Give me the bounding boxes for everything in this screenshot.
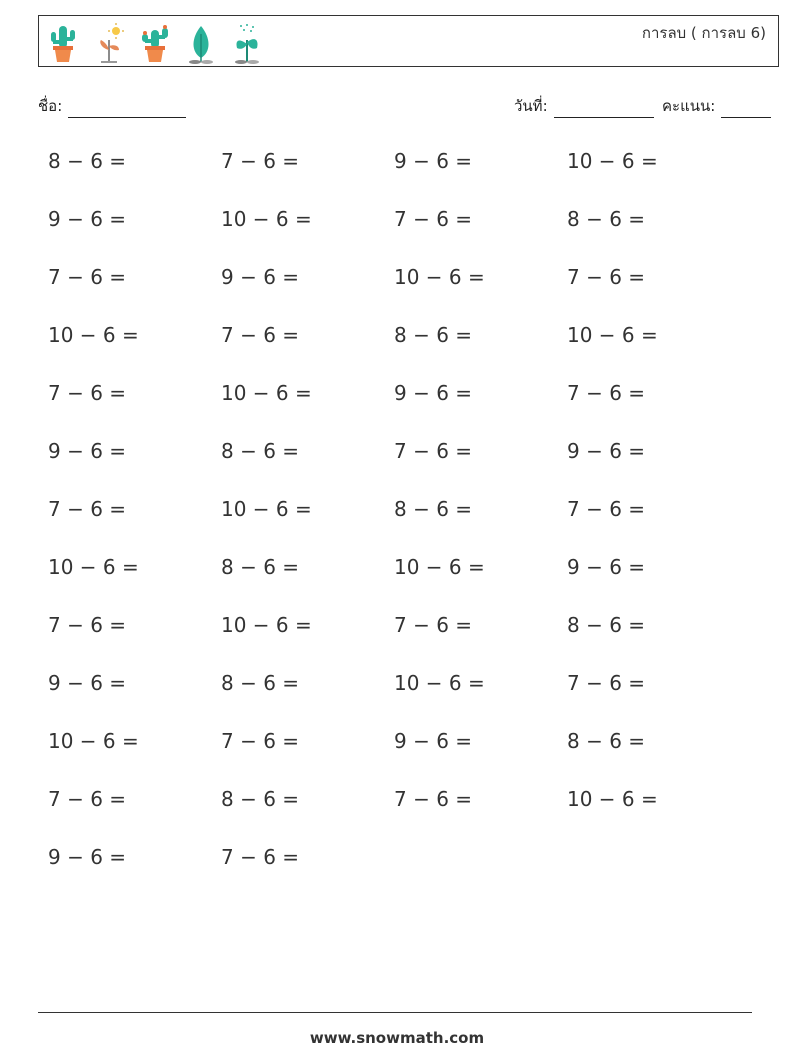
problem-item: 8 − 6 = xyxy=(567,729,646,753)
problem-item: 10 − 6 = xyxy=(221,381,312,405)
problem-item: 8 − 6 = xyxy=(394,323,473,347)
problem-item: 7 − 6 = xyxy=(48,265,127,289)
problem-item: 7 − 6 = xyxy=(221,323,300,347)
problem-item: 8 − 6 = xyxy=(221,787,300,811)
problem-item: 9 − 6 = xyxy=(48,671,127,695)
problem-item: 7 − 6 = xyxy=(221,149,300,173)
footer-divider xyxy=(38,1012,752,1013)
problem-item: 9 − 6 = xyxy=(394,381,473,405)
header-box xyxy=(38,15,779,67)
problem-item: 9 − 6 = xyxy=(221,265,300,289)
cactus-pot-flower-icon xyxy=(137,22,173,64)
problem-item: 7 − 6 = xyxy=(567,265,646,289)
leaf-tree-icon xyxy=(183,22,219,64)
problem-item: 10 − 6 = xyxy=(48,729,139,753)
problem-item: 10 − 6 = xyxy=(567,787,658,811)
problem-item: 7 − 6 = xyxy=(221,729,300,753)
date-field[interactable] xyxy=(514,94,654,118)
problem-item: 10 − 6 = xyxy=(48,555,139,579)
problem-item: 9 − 6 = xyxy=(48,207,127,231)
icon-strip xyxy=(45,20,265,64)
problem-item: 9 − 6 = xyxy=(394,729,473,753)
problem-item: 10 − 6 = xyxy=(48,323,139,347)
problem-item: 8 − 6 = xyxy=(221,439,300,463)
problem-item: 8 − 6 = xyxy=(221,555,300,579)
problem-item: 8 − 6 = xyxy=(567,613,646,637)
sun-sprout-icon xyxy=(91,22,127,64)
problem-item: 7 − 6 = xyxy=(394,439,473,463)
problem-item: 10 − 6 = xyxy=(221,207,312,231)
problem-item: 7 − 6 = xyxy=(48,497,127,521)
score-label: คะแนน: xyxy=(662,97,716,115)
cactus-pot-icon xyxy=(45,22,81,64)
problem-item: 7 − 6 = xyxy=(48,787,127,811)
problem-item: 7 − 6 = xyxy=(567,381,646,405)
problem-item: 10 − 6 = xyxy=(394,671,485,695)
worksheet-title: การลบ ( การลบ 6) xyxy=(641,24,766,42)
date-label: วันที่: xyxy=(514,97,548,115)
problem-item: 9 − 6 = xyxy=(48,439,127,463)
problem-item: 8 − 6 = xyxy=(394,497,473,521)
problem-item: 9 − 6 = xyxy=(48,845,127,869)
problem-item: 7 − 6 = xyxy=(394,207,473,231)
problem-grid xyxy=(48,148,748,902)
name-input-line[interactable] xyxy=(68,101,186,118)
problem-item: 9 − 6 = xyxy=(567,555,646,579)
problem-item: 7 − 6 = xyxy=(567,671,646,695)
problem-item: 7 − 6 = xyxy=(221,845,300,869)
problem-item: 8 − 6 = xyxy=(567,207,646,231)
score-field[interactable] xyxy=(662,94,771,118)
problem-item: 9 − 6 = xyxy=(394,149,473,173)
problem-item: 10 − 6 = xyxy=(567,323,658,347)
problem-item: 10 − 6 = xyxy=(221,497,312,521)
name-label: ชื่อ: xyxy=(38,97,63,115)
problem-item: 9 − 6 = xyxy=(567,439,646,463)
footer-url: www.snowmath.com xyxy=(309,1029,485,1047)
date-input-line[interactable] xyxy=(554,101,654,118)
problem-item: 7 − 6 = xyxy=(394,613,473,637)
name-field[interactable] xyxy=(38,94,186,118)
watering-sprout-icon xyxy=(229,22,265,64)
problem-item: 10 − 6 = xyxy=(221,613,312,637)
score-input-line[interactable] xyxy=(721,101,771,118)
problem-item: 7 − 6 = xyxy=(48,381,127,405)
problem-item: 8 − 6 = xyxy=(48,149,127,173)
problem-item: 10 − 6 = xyxy=(567,149,658,173)
problem-item: 7 − 6 = xyxy=(567,497,646,521)
problem-item: 7 − 6 = xyxy=(394,787,473,811)
problem-item: 10 − 6 = xyxy=(394,555,485,579)
problem-item: 10 − 6 = xyxy=(394,265,485,289)
problem-item: 8 − 6 = xyxy=(221,671,300,695)
problem-item: 7 − 6 = xyxy=(48,613,127,637)
